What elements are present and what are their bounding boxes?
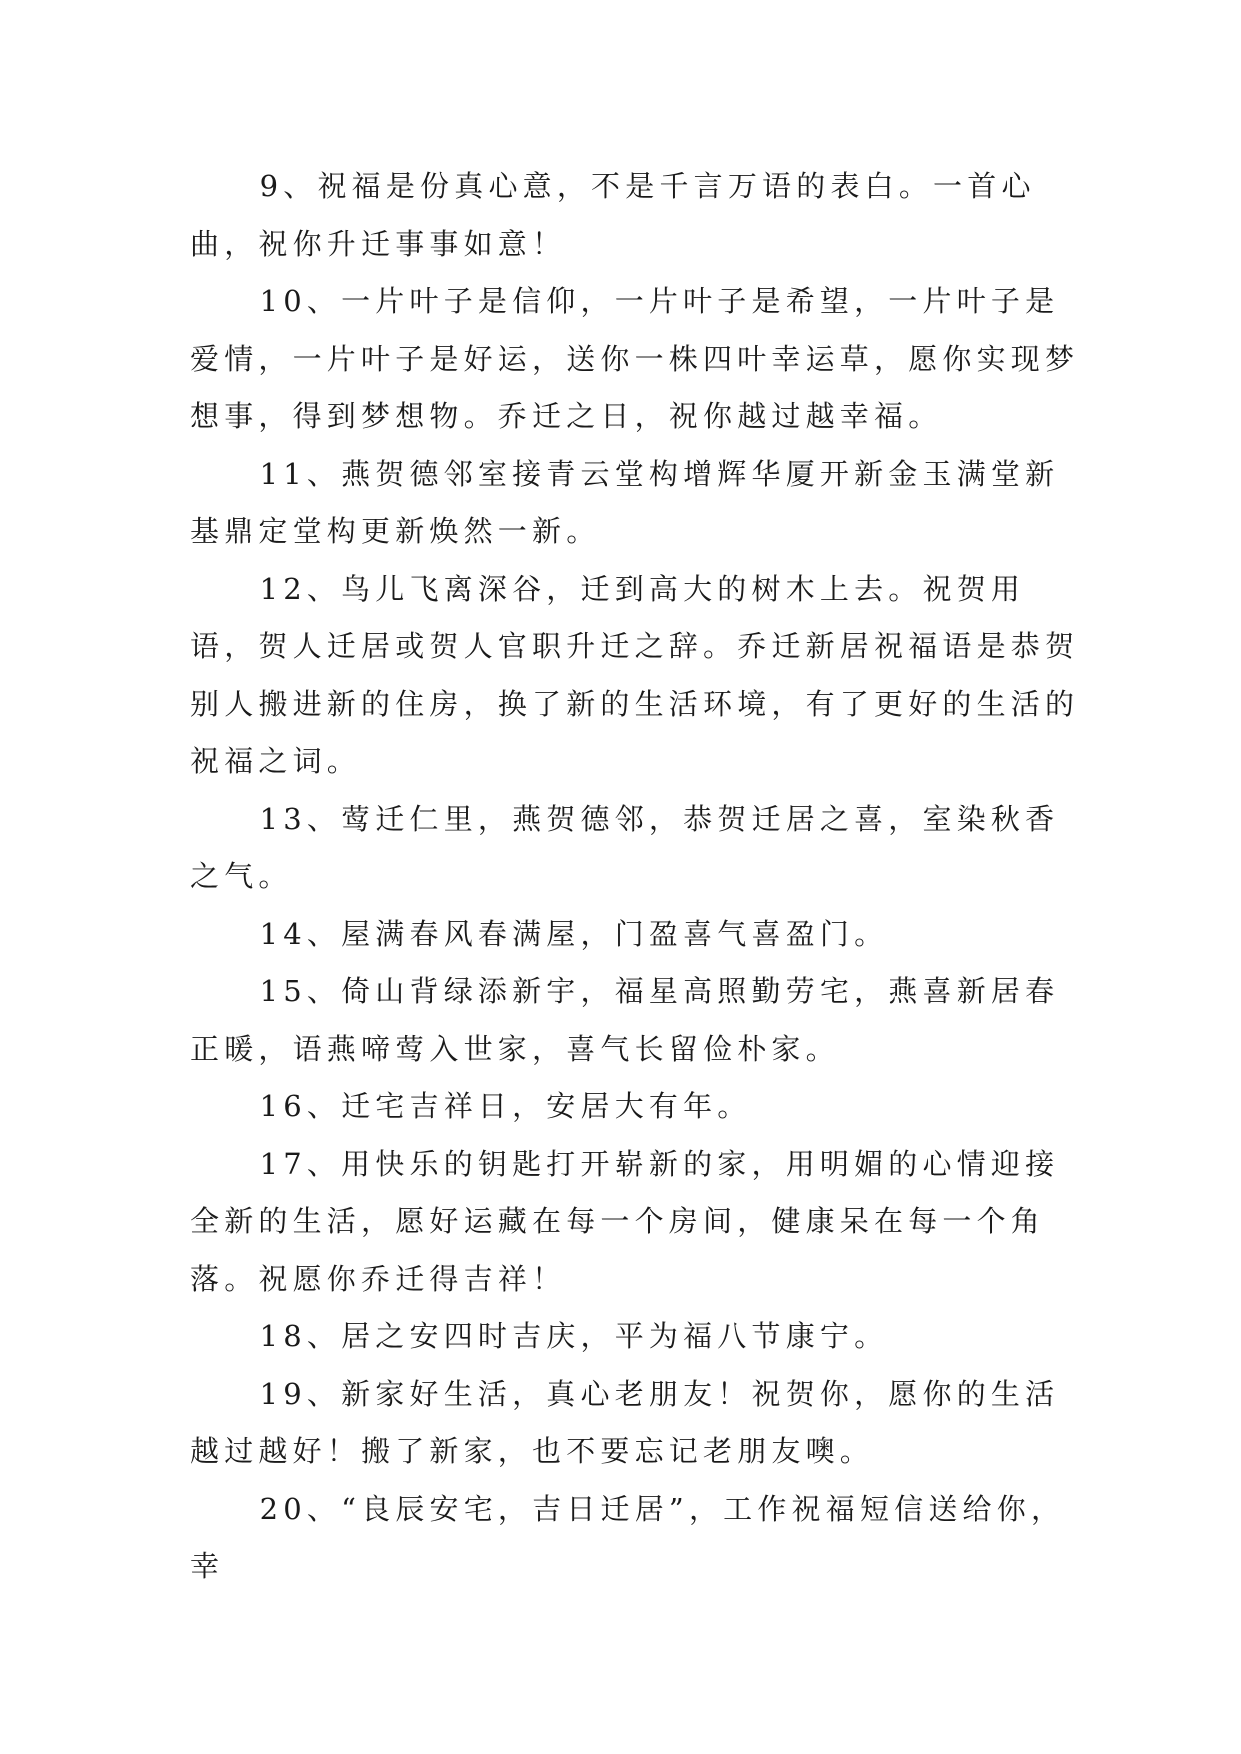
- document-body: [190, 158, 1080, 1596]
- paragraph-17: 17、用快乐的钥匙打开崭新的家，用明媚的心情迎接全新的生活，愿好运藏在每一个房间，健康呆在每一个角落。祝愿你乔迁得吉祥！: [190, 1146, 1060, 1296]
- paragraph-20: 20、“良辰安宅，吉日迁居”，工作祝福短信送给你，幸: [190, 1491, 1066, 1583]
- paragraph-15: 15、倚山背绿添新宇，福星高照勤劳宅，燕喜新居春正暖，语燕啼莺入世家，喜气长留俭朴家。: [190, 974, 1060, 1066]
- paragraph-16: 16、迁宅吉祥日，安居大有年。: [259, 1089, 752, 1123]
- paragraph-14: 14、屋满春风春满屋，门盈喜气喜盈门。: [259, 916, 889, 951]
- paragraph-12: 12、鸟儿飞离深谷，迁到高大的树木上去。祝贺用语，贺人迁居或贺人官职升迁之辞。乔迁新居祝福语是恭贺别人搬进新的住房，换了新的生活环境，有了更好的生活的祝福之词。: [190, 571, 1080, 778]
- paragraph-10: 10、一片叶子是信仰，一片叶子是希望，一片叶子是爱情，一片叶子是好运，送你一株四叶幸运草，愿你实现梦想事，得到梦想物。乔迁之日，祝你越过越幸福。: [190, 284, 1080, 433]
- paragraph-18: 18、居之安四时吉庆，平为福八节康宁。: [259, 1319, 889, 1353]
- paragraph-13: 13、莺迁仁里，燕贺德邻，恭贺迁居之喜，室染秋香之气。: [190, 801, 1060, 893]
- paragraph-11: 11、燕贺德邻室接青云堂构增辉华厦开新金玉满堂新基鼎定堂构更新焕然一新。: [190, 456, 1060, 548]
- paragraph-19: 19、新家好生活，真心老朋友！祝贺你，愿你的生活越过越好！搬了新家，也不要忘记老朋友噢。: [190, 1376, 1060, 1468]
- paragraph-9: 9、祝福是份真心意，不是千言万语的表白。一首心曲，祝你升迁事事如意！: [190, 169, 1036, 261]
